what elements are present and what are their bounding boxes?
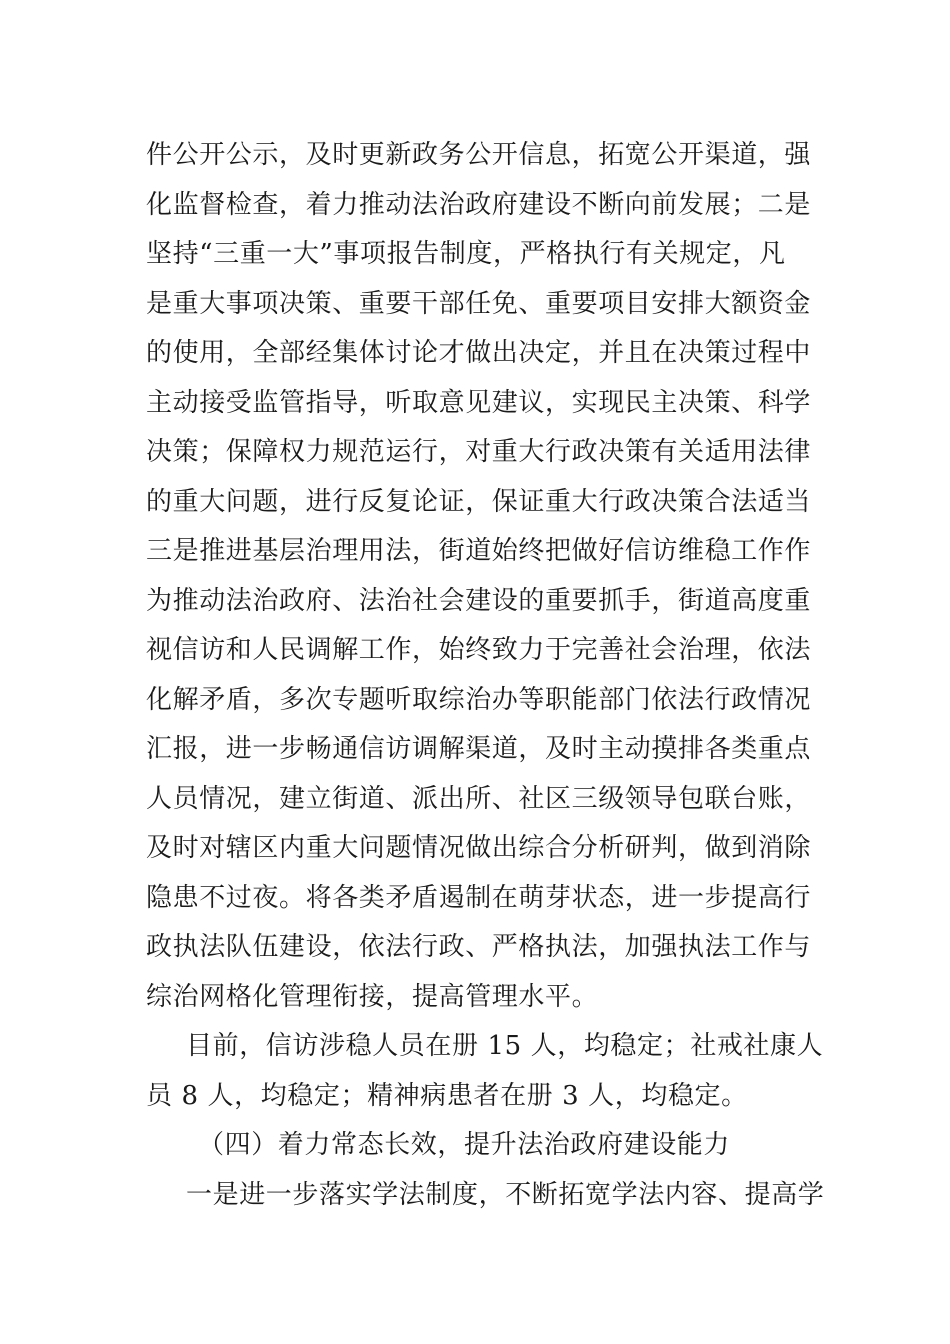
text-line: 员 8 人，均稳定；精神病患者在册 3 人，均稳定。 [146, 1080, 748, 1111]
text-line: 为推动法治政府、法治社会建设的重要抓手，街道高度重 [146, 585, 812, 616]
text-line: 的使用，全部经集体讨论才做出决定，并且在决策过程中 [146, 338, 812, 368]
body-text [146, 131, 826, 1220]
text-line: 化解矛盾，多次专题听取综治办等职能部门依法行政情况 [146, 684, 812, 715]
text-line: 隐患不过夜。将各类矛盾遏制在萌芽状态，进一步提高行 [146, 882, 812, 913]
paragraph-first-line: 目前，信访涉稳人员在册 15 人，均稳定；社戒社康人 [186, 1031, 824, 1061]
text-line: 综治网格化管理衔接，提高管理水平。 [146, 981, 599, 1012]
text-line: 化监督检查，着力推动法治政府建设不断向前发展；二是 [146, 189, 812, 220]
text-line: 人员情况，建立街道、派出所、社区三级领导包联台账， [146, 783, 812, 814]
paragraph-first-line: 一是进一步落实学法制度，不断拓宽学法内容、提高学 [186, 1179, 825, 1210]
text-line: 视信访和人民调解工作，始终致力于完善社会治理，依法 [146, 635, 812, 665]
text-line: 三是推进基层治理用法，街道始终把做好信访维稳工作作 [146, 536, 812, 566]
text-line: 及时对辖区内重大问题情况做出综合分析研判，做到消除 [146, 833, 812, 863]
section-heading: （四）着力常态长效，提升法治政府建设能力 [198, 1130, 731, 1160]
text-line: 汇报，进一步畅通信访调解渠道，及时主动摸排各类重点 [146, 734, 812, 764]
text-line: 坚持“三重一大”事项报告制度，严格执行有关规定，凡 [146, 239, 786, 269]
text-line: 的重大问题，进行反复论证，保证重大行政决策合法适当 [146, 486, 812, 517]
text-line: 决策；保障权力规范运行，对重大行政决策有关适用法律 [146, 437, 812, 467]
text-line: 政执法队伍建设，依法行政、严格执法，加强执法工作与 [146, 932, 812, 962]
text-line: 是重大事项决策、重要干部任免、重要项目安排大额资金 [146, 288, 812, 319]
text-line: 件公开公示，及时更新政务公开信息，拓宽公开渠道，强 [146, 140, 812, 170]
text-line: 主动接受监管指导，听取意见建议，实现民主决策、科学 [146, 387, 812, 418]
